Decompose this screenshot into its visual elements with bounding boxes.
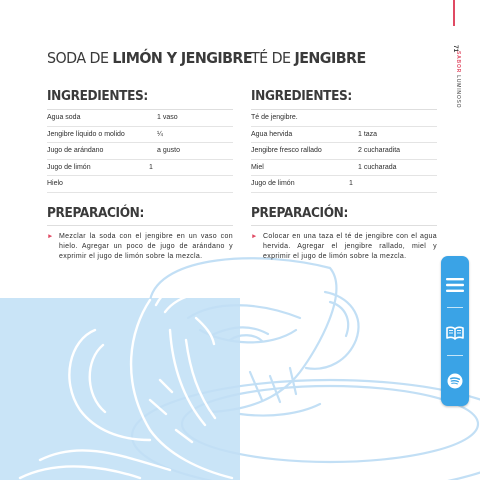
ingredient-row bbox=[47, 143, 233, 160]
ingredient-qty: 1 cucharada bbox=[358, 163, 397, 171]
page-number: 71 bbox=[452, 45, 459, 53]
ingredient-row bbox=[251, 160, 437, 177]
ingredients-heading: INGREDIENTES: bbox=[47, 88, 148, 104]
ingredient-row bbox=[47, 127, 233, 144]
ingredient-name: Jengibre líquido o molido bbox=[47, 130, 125, 138]
ingredients-heading: INGREDIENTES: bbox=[251, 88, 352, 104]
ingredient-row bbox=[47, 110, 233, 127]
ingredient-row bbox=[251, 176, 437, 193]
spotify-button[interactable] bbox=[446, 370, 464, 392]
toolbar-divider bbox=[447, 307, 463, 308]
ingredient-name: Jugo de limón bbox=[47, 163, 91, 171]
book-button[interactable] bbox=[446, 322, 464, 344]
ingredient-qty: 1 bbox=[349, 180, 353, 187]
running-head-line1: SABOR bbox=[455, 51, 461, 74]
preparation-heading: PREPARACIÓN: bbox=[47, 204, 144, 221]
ingredients-table bbox=[251, 109, 437, 193]
preparation-text: ► Colocar en una taza el té de jengibre con el agua hervida. Agregar el jengibre rallado, miel y exprimir el jugo de limón sobre la mezcla. bbox=[251, 232, 437, 260]
menu-button[interactable] bbox=[446, 274, 464, 296]
ingredient-row bbox=[251, 127, 437, 144]
ingredient-qty: 1 bbox=[149, 163, 153, 171]
menu-icon bbox=[446, 278, 464, 292]
ingredient-qty: ¼ bbox=[157, 130, 163, 138]
ingredients-table bbox=[47, 109, 233, 193]
recipe-te bbox=[251, 48, 437, 269]
bullet-icon: ► bbox=[47, 232, 54, 240]
recipe-soda bbox=[47, 48, 253, 269]
ingredient-name: Hielo bbox=[47, 180, 63, 187]
preparation-text: ► Mezclar la soda con el jengibre en un vaso con hielo. Agregar un poco de jugo de arándano y exprimir el jugo de limón sobre la mezcla. bbox=[47, 232, 233, 260]
book-icon bbox=[446, 326, 464, 340]
recipe-title: SODA DE LIMÓN Y JENGIBRE bbox=[47, 49, 253, 67]
floating-toolbar bbox=[441, 256, 469, 406]
running-head-line2: LUMINOSO bbox=[455, 75, 461, 109]
ingredient-name: Miel bbox=[251, 163, 264, 171]
divider bbox=[47, 225, 233, 226]
ingredient-row bbox=[251, 143, 437, 160]
ingredient-row bbox=[47, 160, 233, 177]
ingredient-row bbox=[47, 176, 233, 193]
divider bbox=[251, 225, 437, 226]
ingredient-name: Agua soda bbox=[47, 114, 81, 121]
running-head bbox=[451, 51, 461, 131]
toolbar-divider bbox=[447, 355, 463, 356]
ingredient-row bbox=[251, 110, 437, 127]
recipe-title: TÉ DE JENGIBRE bbox=[251, 49, 366, 67]
ingredient-name: Jengibre fresco rallado bbox=[251, 147, 322, 154]
accent-rule bbox=[453, 0, 455, 26]
ingredient-name: Agua hervida bbox=[251, 130, 293, 138]
ingredient-name: Jugo de arándano bbox=[47, 147, 104, 154]
ingredient-qty: 2 cucharadita bbox=[358, 147, 401, 154]
ingredient-name: Té de jengibre. bbox=[251, 114, 298, 121]
ingredient-qty: a gusto bbox=[157, 147, 180, 154]
bullet-icon: ► bbox=[251, 232, 258, 240]
ingredient-name: Jugo de limón bbox=[251, 180, 295, 187]
ingredient-qty: 1 taza bbox=[358, 130, 378, 138]
spotify-icon bbox=[447, 373, 463, 389]
ingredient-qty: 1 vaso bbox=[157, 114, 178, 121]
preparation-heading: PREPARACIÓN: bbox=[251, 204, 348, 221]
